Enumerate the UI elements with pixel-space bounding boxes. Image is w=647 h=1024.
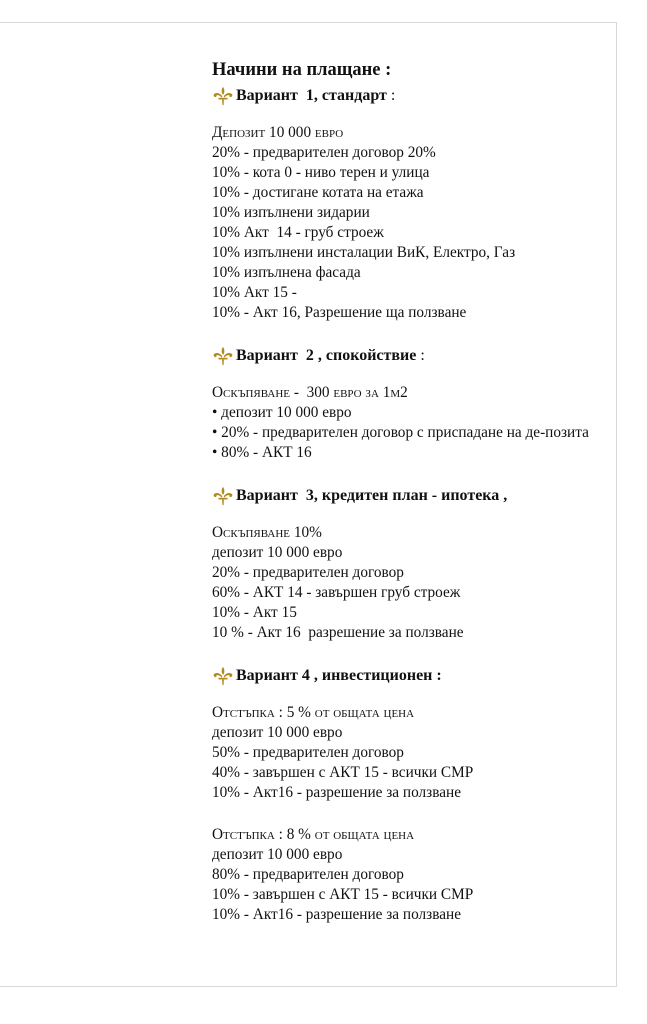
term-line: Отстъпка : 5 % от общата цена bbox=[212, 704, 415, 721]
document-content bbox=[212, 59, 612, 925]
variant-4-heading bbox=[212, 665, 612, 687]
term-line: 20% - предварителен договор 20% bbox=[212, 144, 436, 161]
term-line: 10% изпълнени инсталации ВиК, Електро, Газ bbox=[212, 244, 516, 261]
variant-4-title: Вариант 4 , инвестиционен : bbox=[236, 667, 442, 684]
term-line: 10% изпълнена фасада bbox=[212, 264, 361, 281]
term-line: Отстъпка : 8 % от общата цена bbox=[212, 826, 415, 843]
term-line: 80% - предварителен договор bbox=[212, 866, 404, 883]
term-line: 10% - Акт16 - разрешение за ползване bbox=[212, 784, 462, 801]
document-page bbox=[0, 22, 617, 987]
term-line: 10% - Акт 15 bbox=[212, 604, 297, 621]
term-line: Оскъпяване 10% bbox=[212, 524, 322, 541]
term-line: 40% - завършен с АКТ 15 - всички СМР bbox=[212, 764, 474, 781]
term-line: 10% - Акт 16, Разрешение ща ползване bbox=[212, 304, 467, 321]
variant-3-terms bbox=[212, 523, 612, 643]
term-line: депозит 10 000 евро bbox=[212, 846, 343, 863]
term-line: 20% - предварителен договор bbox=[212, 564, 404, 581]
variant-2-title: Вариант 2 , спокойствие bbox=[236, 347, 417, 364]
term-line: 10% - достигане котата на етажа bbox=[212, 184, 424, 201]
term-line: • 20% - предварителен договор с приспадане на де-позита bbox=[212, 424, 589, 441]
term-line: 60% - АКТ 14 - завършен груб строеж bbox=[212, 584, 461, 601]
term-line: 10% Акт 15 - bbox=[212, 284, 297, 301]
variant-2-terms bbox=[212, 383, 612, 463]
variant-1-heading bbox=[212, 85, 612, 107]
variant-2-suffix: : bbox=[416, 347, 425, 364]
variant-4-terms-b bbox=[212, 825, 612, 925]
term-line: 50% - предварителен договор bbox=[212, 744, 404, 761]
variant-3-title: Вариант 3, кредитен план - ипотека , bbox=[236, 487, 508, 504]
term-line: Депозит 10 000 евро bbox=[212, 124, 344, 141]
term-line: 10% - завършен с АКТ 15 - всички СМР bbox=[212, 886, 474, 903]
variant-1-title: Вариант 1, стандарт bbox=[236, 87, 387, 104]
fleur-de-lis-icon bbox=[212, 486, 234, 506]
variant-2-heading bbox=[212, 345, 612, 367]
term-line: • 80% - АКТ 16 bbox=[212, 444, 312, 461]
term-line: депозит 10 000 евро bbox=[212, 724, 343, 741]
fleur-de-lis-icon bbox=[212, 86, 234, 106]
term-line: • депозит 10 000 евро bbox=[212, 404, 352, 421]
term-line: 10% - кота 0 - ниво терен и улица bbox=[212, 164, 430, 181]
document-title: Начини на плащане : bbox=[212, 60, 392, 80]
variant-3-heading bbox=[212, 485, 612, 507]
term-line: 10% Акт 14 - груб строеж bbox=[212, 224, 384, 241]
term-line: депозит 10 000 евро bbox=[212, 544, 343, 561]
variant-4-terms-a bbox=[212, 703, 612, 803]
term-line: 10% - Акт16 - разрешение за ползване bbox=[212, 906, 462, 923]
term-line: 10% изпълнени зидарии bbox=[212, 204, 370, 221]
variant-1-terms bbox=[212, 123, 612, 323]
fleur-de-lis-icon bbox=[212, 666, 234, 686]
term-line: Оскъпяване - 300 евро за 1м2 bbox=[212, 384, 408, 401]
term-line: 10 % - Акт 16 разрешение за ползване bbox=[212, 624, 464, 641]
variant-1-suffix: : bbox=[386, 87, 396, 104]
fleur-de-lis-icon bbox=[212, 346, 234, 366]
